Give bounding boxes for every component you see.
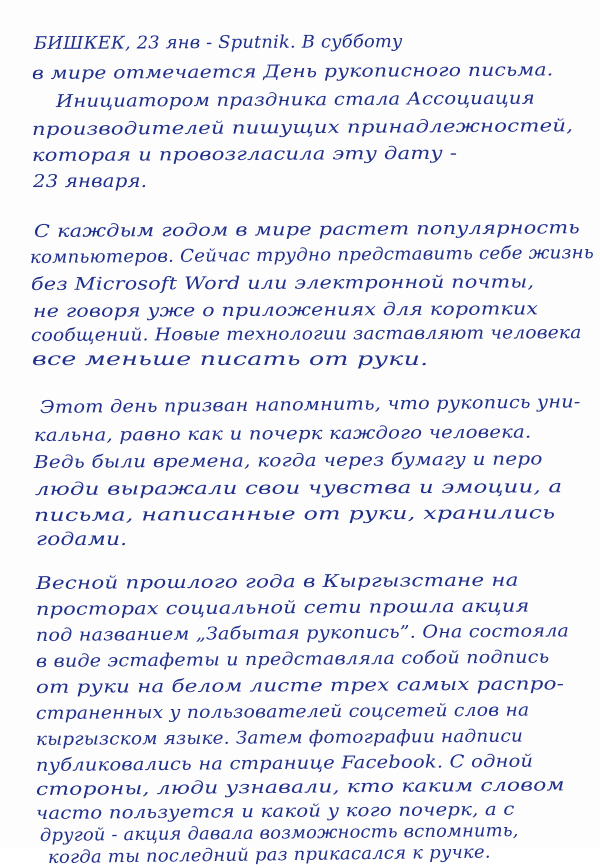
paragraph-4-line-9: стороны, люди узнавали, кто каким словом xyxy=(35,775,565,800)
paragraph-3-line-5: письма, написанные от руки, хранились xyxy=(33,503,556,526)
paragraph-1-line-1: БИШКЕК, 23 янв - Sputnik. В субботу xyxy=(33,32,403,54)
paragraph-4-line-4: в виде эстафеты и представляла собой подпись xyxy=(35,647,550,672)
paragraph-1-line-4: производителей пишущих принадлежностей, xyxy=(31,116,574,140)
paragraph-4-line-7: кыргызском языке. Затем фотографии надписи xyxy=(35,726,524,750)
paragraph-3-line-3: Ведь были времена, когда через бумагу и перо xyxy=(33,449,543,473)
paragraph-4-line-8: публиковались на странице Facebook. С одной xyxy=(35,751,534,776)
paragraph-3-line-6: годами. xyxy=(36,530,128,550)
paragraph-3-line-4: люди выражали свои чувства и эмоции, а xyxy=(34,477,563,500)
paragraph-4-line-5: от руки на белом листе трех самых распро- xyxy=(35,674,565,698)
paragraph-4-line-3: под названием „Забытая рукопись”. Она состояла xyxy=(35,621,570,646)
paragraph-2-line-1: С каждым годом в мире растет популярность xyxy=(33,218,580,242)
paragraph-2-line-2: компьютеров. Сейчас трудно представить себе жизнь xyxy=(29,243,595,268)
paragraph-4-line-6: страненных у пользователей соцсетей слов на xyxy=(35,700,530,724)
paragraph-3-line-1: Этот день призван напомнить, что рукопись уни- xyxy=(39,392,581,418)
paragraph-1-line-5: которая и провозгласила эту дату - xyxy=(31,143,458,166)
paragraph-2-line-4: не говоря уже о приложениях для коротких xyxy=(32,299,539,322)
paragraph-4-line-12: когда ты последний раз прикасался к ручке. xyxy=(47,842,491,868)
paragraph-2-line-5: сообщений. Новые технологии заставляют человека xyxy=(30,323,582,346)
paragraph-3-line-2: кальна, равно как и почерк каждого человека. xyxy=(33,422,532,446)
paragraph-1-line-2: в мире отмечается День рукописного письма. xyxy=(31,60,554,84)
paragraph-1-line-3: Инициатором праздника стала Ассоциация xyxy=(55,88,536,112)
paragraph-2-line-3: без Microsoft Word или электронной почты, xyxy=(30,272,535,295)
paragraph-4-line-11: другой - акция давала возможность вспомнить, xyxy=(39,820,519,846)
paragraph-4-line-1: Весной прошлого года в Кыргызстане на xyxy=(35,570,519,594)
paragraph-4-line-10: часто пользуется и какой у кого почерк, а с xyxy=(35,799,515,824)
paragraph-4-line-2: просторах социальной сети прошла акция xyxy=(35,596,530,620)
paragraph-1-line-6: 23 января. xyxy=(33,172,148,192)
paragraph-2-line-6: все меньше писать от руки. xyxy=(32,350,429,370)
